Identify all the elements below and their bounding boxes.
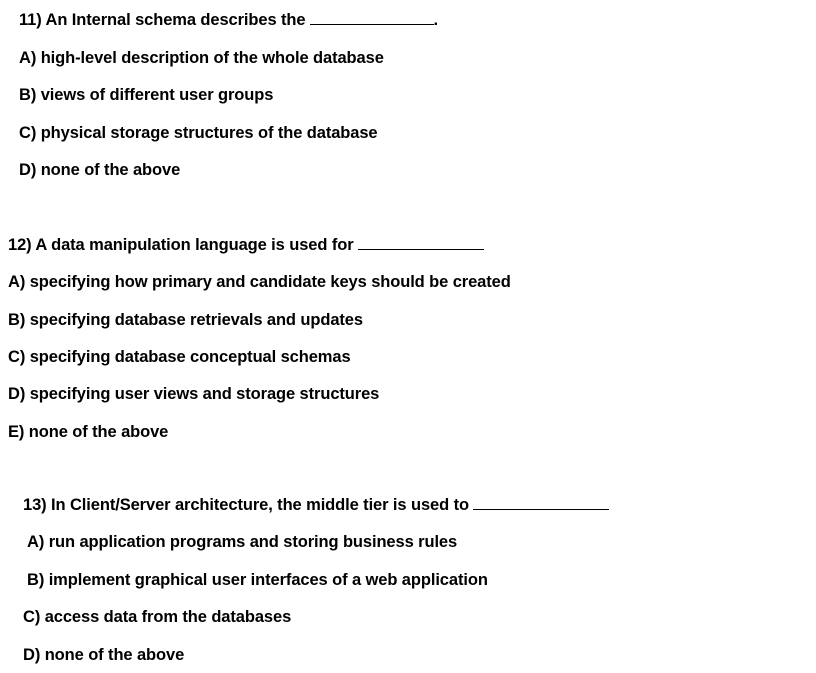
answer-blank xyxy=(473,495,609,510)
question-13-text: 13) In Client/Server architecture, the middle tier is used to xyxy=(23,496,469,514)
question-11-option-c: C) physical storage structures of the database xyxy=(19,124,378,142)
question-12-option-a: A) specifying how primary and candidate keys should be created xyxy=(8,273,511,291)
question-12-stem xyxy=(8,235,484,255)
question-12-text: 12) A data manipulation language is used for xyxy=(8,236,354,254)
question-11-stem xyxy=(19,10,438,30)
question-12-option-c: C) specifying database conceptual schemas xyxy=(8,348,351,366)
answer-blank xyxy=(310,10,434,25)
question-13-option-b: B) implement graphical user interfaces of a web application xyxy=(27,571,488,589)
question-13-option-c: C) access data from the databases xyxy=(23,608,292,626)
question-12-option-d: D) specifying user views and storage structures xyxy=(8,385,380,403)
question-13-option-a: A) run application programs and storing business rules xyxy=(27,533,458,551)
question-12-option-b: B) specifying database retrievals and updates xyxy=(8,311,363,329)
question-13-stem xyxy=(23,495,609,515)
question-11-period: . xyxy=(433,11,438,29)
question-11-option-a: A) high-level description of the whole database xyxy=(19,49,384,67)
question-12-option-e: E) none of the above xyxy=(8,423,169,441)
answer-blank xyxy=(358,235,484,250)
question-11-option-b: B) views of different user groups xyxy=(19,86,274,104)
question-13-option-d: D) none of the above xyxy=(23,646,185,664)
question-11-option-d: D) none of the above xyxy=(19,161,181,179)
question-11-text: 11) An Internal schema describes the xyxy=(19,11,306,29)
